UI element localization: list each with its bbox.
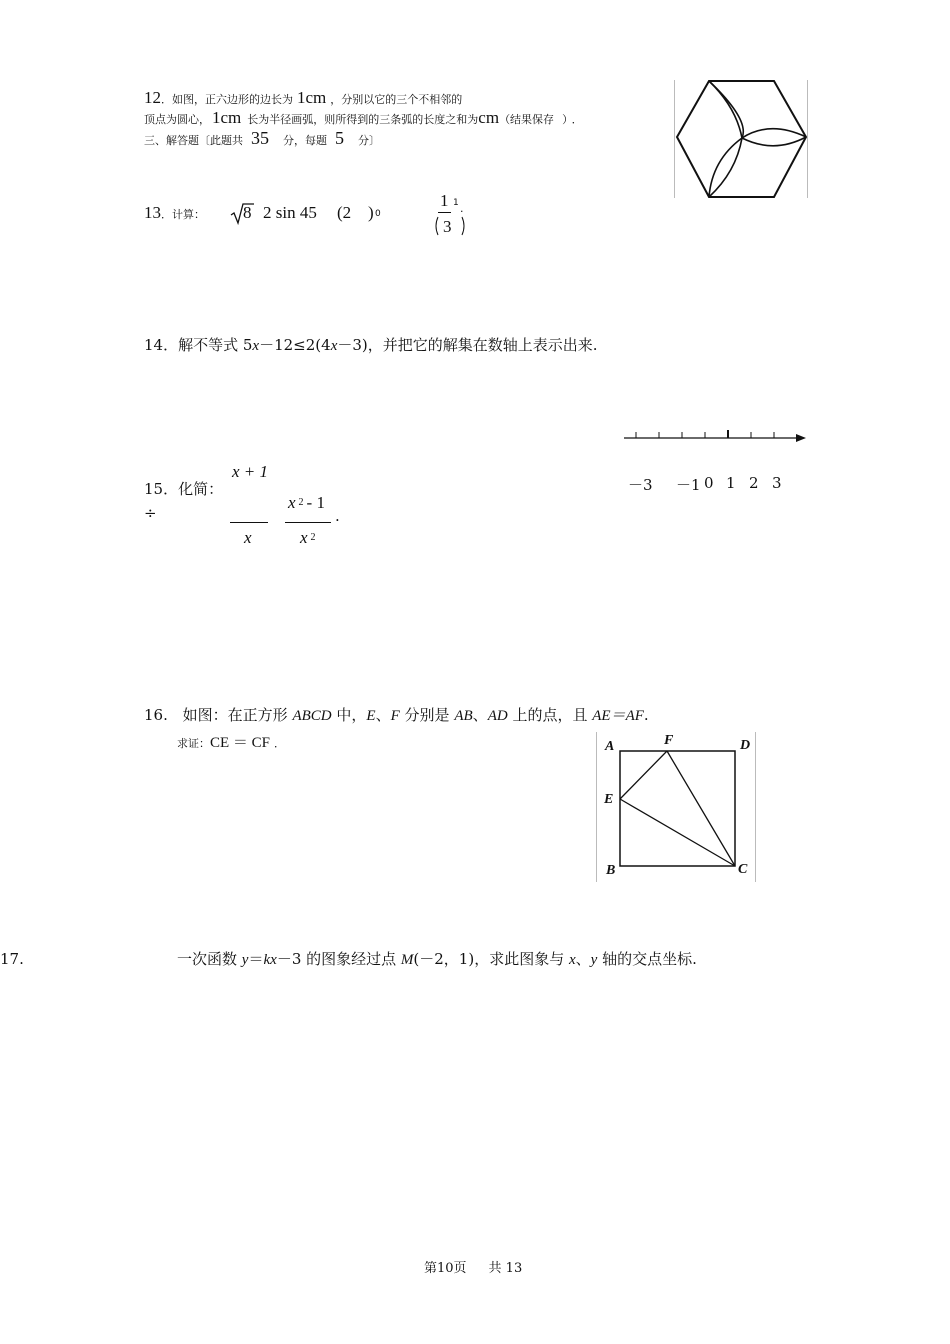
- q12-text2: ，分别以它的三个不相邻的: [330, 93, 463, 106]
- q15-frac2-bar: [285, 522, 331, 523]
- q17-number: 17.: [0, 950, 24, 968]
- q15-label: 化简：: [178, 480, 224, 498]
- q14-x1: x: [252, 338, 260, 354]
- q13-radicand: 8: [243, 203, 252, 222]
- q13-term2: 2 sin 45: [263, 203, 317, 222]
- section3-text3: 分〕: [358, 134, 380, 147]
- q13-close-paren: ): [368, 203, 374, 222]
- q17-y2: y: [590, 952, 598, 968]
- q16-text5: .: [643, 706, 649, 724]
- fig-label-B: B: [606, 863, 616, 878]
- q16-prove-statement: CE ＝ CF: [210, 735, 271, 751]
- section3-header: [144, 128, 380, 149]
- numberline-label-neg3: －3: [628, 476, 653, 494]
- q13-frac-bar: [438, 212, 451, 213]
- q12-unit: cm: [478, 108, 500, 127]
- fig-label-F: F: [664, 733, 674, 748]
- hexagon-figure: [674, 80, 808, 198]
- q16-square: ABCD: [292, 708, 332, 724]
- q13-line: [144, 203, 205, 223]
- numberline-label-2: 2: [749, 474, 759, 492]
- q12-text4: 长为半径画弧，则所得到的三条弧的长度之和为: [247, 113, 479, 126]
- q13-paren-icon: [433, 215, 467, 237]
- footer-total: 共 13: [488, 1261, 523, 1276]
- q16-f: F: [390, 708, 400, 724]
- q16-e: E: [366, 708, 376, 724]
- q12-length1: 1cm: [297, 88, 327, 107]
- q15-number: 15．: [144, 480, 179, 498]
- square-figure: [596, 732, 756, 882]
- q14-number: 14．: [144, 336, 179, 354]
- section3-text1: 三、解答题〔此题共: [144, 134, 243, 147]
- q17-text5: 、: [575, 950, 591, 968]
- q16-number: 16.: [144, 706, 168, 724]
- q17-y: y: [241, 952, 249, 968]
- q15-frac1-bar: [230, 522, 268, 523]
- fig-label-A: A: [605, 739, 615, 754]
- page-footer: [424, 1257, 522, 1276]
- q14-text2: －12≤2(4: [259, 336, 331, 354]
- q14-line: [144, 334, 598, 355]
- q15-frac1-denominator: x: [244, 528, 252, 547]
- q13-frac-den: 3: [443, 217, 452, 236]
- q12-text5: （结果保存: [499, 113, 555, 126]
- section3-text2: 分，每题: [283, 134, 327, 147]
- numberline-label-0: 0: [704, 474, 714, 492]
- q12-text1: ．如图，正六边形的边长为: [161, 93, 293, 106]
- q15-frac2-numerator: x 2 - 1: [288, 493, 325, 512]
- q16-text2: 中，: [336, 706, 367, 724]
- q16-line: [144, 704, 649, 725]
- q12-line1: [144, 88, 462, 108]
- q16-prove-line: [177, 731, 285, 752]
- q12-text6: ）: [562, 113, 568, 126]
- q16-ad: AD: [487, 708, 508, 724]
- q13-term3: (2: [337, 203, 352, 222]
- q13-number: 13: [144, 203, 161, 222]
- q17-m: M: [400, 952, 414, 968]
- q16-ab: AB: [454, 708, 473, 724]
- footer-page: 第10页: [424, 1261, 467, 1276]
- q15-divide: ÷: [144, 504, 157, 522]
- q12-line2: [144, 108, 583, 128]
- q16-text1: 如图：在正方形: [182, 706, 288, 724]
- q17-kx: kx: [263, 952, 277, 968]
- q15-line: [144, 478, 223, 499]
- q16-prove-label: 求证：: [177, 737, 210, 750]
- q16-sep1: 、: [375, 706, 391, 724]
- q14-text1: 解不等式 5: [178, 336, 253, 354]
- q17-line: [177, 948, 697, 969]
- q17-text1: 一次函数: [177, 950, 238, 968]
- section3-total: 35: [251, 128, 269, 148]
- section3-each: 5: [335, 128, 344, 148]
- q17-text2: ＝: [248, 950, 264, 968]
- q13-exp-neg: 1: [453, 198, 459, 208]
- q17-text3: －3 的图象经过点: [276, 950, 397, 968]
- numberline-label-1: 1: [726, 474, 736, 492]
- q16-equation: AE＝AF: [592, 708, 644, 724]
- q17-text4: (－2，1)，求此图象与: [413, 950, 565, 968]
- q16-sep2: 、: [472, 706, 488, 724]
- q12-length2: 1cm: [212, 108, 242, 127]
- q15-frac2-denominator: x 2: [300, 528, 316, 547]
- fig-label-D: D: [740, 738, 751, 753]
- q12-text3: 顶点为圆心，: [144, 113, 210, 126]
- q14-text3: －3)，并把它的解集在数轴上表示出来.: [337, 336, 598, 354]
- q13-frac-num: 1: [440, 191, 449, 210]
- q15-dot: .: [335, 507, 340, 525]
- q12-text7: ．: [571, 113, 583, 126]
- q17-x: x: [568, 952, 576, 968]
- q13-label: ．计算：: [161, 208, 205, 221]
- numberline-label-neg1: －1: [676, 476, 701, 494]
- q17-text6: 轴的交点坐标.: [602, 950, 697, 968]
- q13-exp0: 0: [375, 209, 381, 219]
- q13-dot: .: [460, 202, 464, 215]
- numberline-label-3: 3: [772, 474, 782, 492]
- fig-label-C: C: [738, 862, 748, 877]
- q14-x2: x: [330, 338, 338, 354]
- number-line: [620, 428, 810, 448]
- q16-text3: 分别是: [404, 706, 450, 724]
- q12-number: 12: [144, 88, 161, 107]
- q15-top-numerator: x + 1: [232, 462, 269, 481]
- q16-text4: 上的点，且: [512, 706, 588, 724]
- fig-label-E: E: [604, 792, 614, 807]
- q16-prove-dot: ．: [274, 737, 286, 750]
